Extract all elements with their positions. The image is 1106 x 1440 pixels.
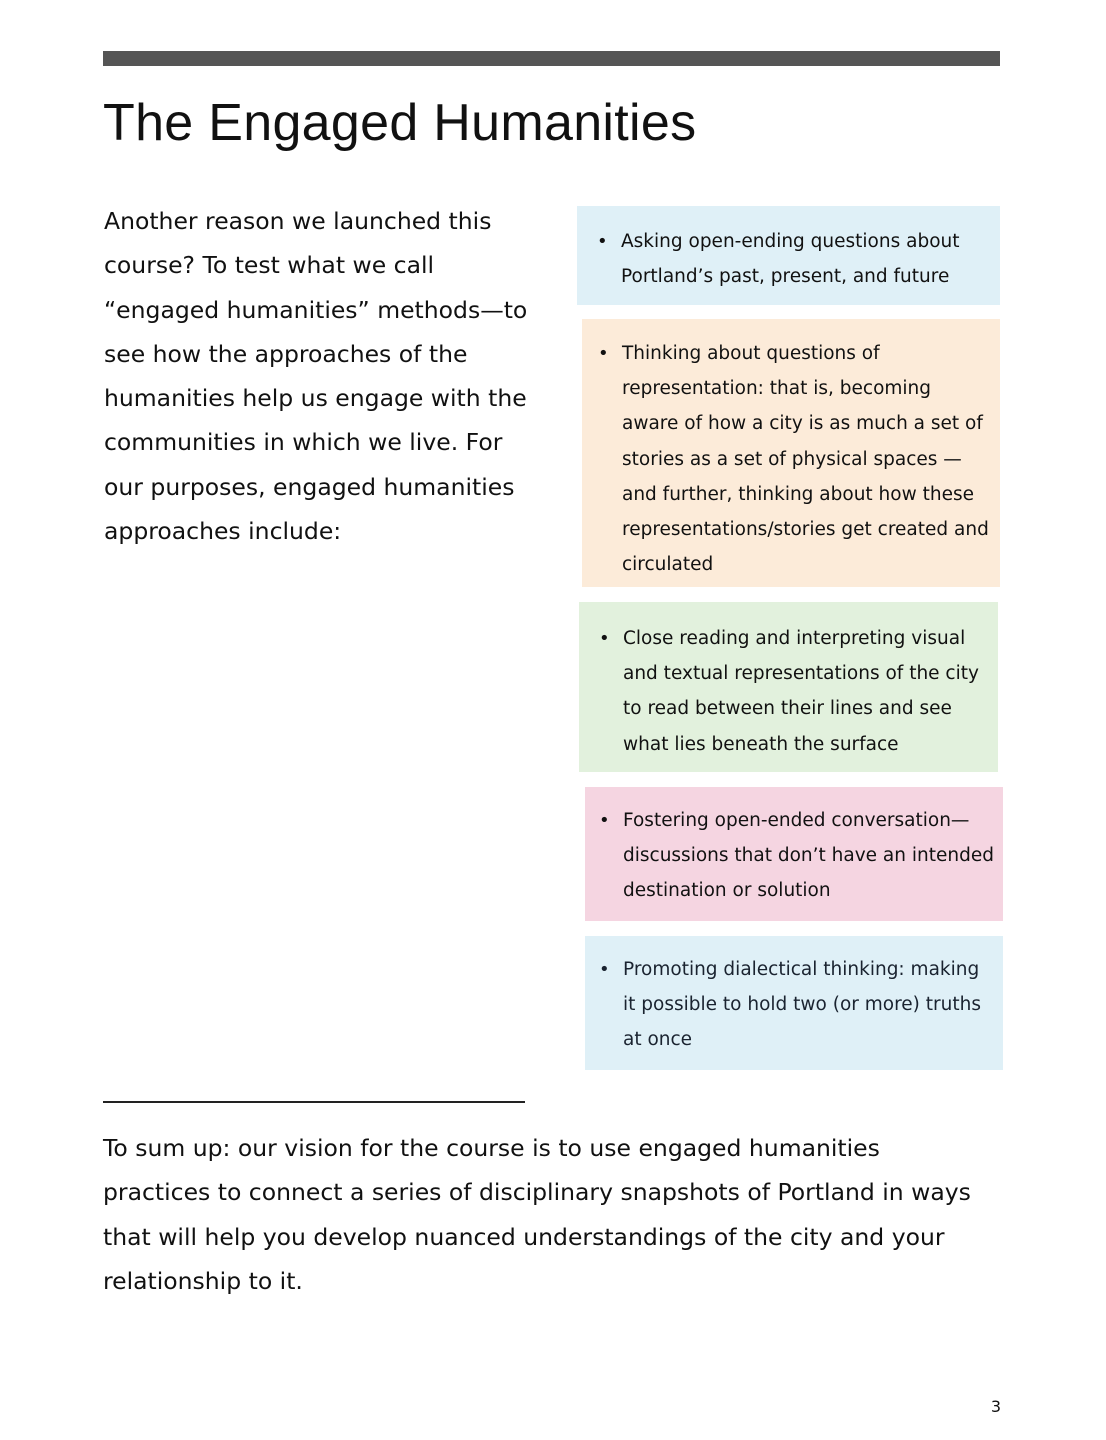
intro-paragraph: Another reason we launched this course? To test what we call “engaged humanities” methods—to see how the approaches of the humanities help us engage with the communities in which we live. For our purposes, engaged humanities approaches include: — [104, 207, 528, 546]
approach-list — [595, 224, 990, 294]
approach-item: • Fostering open-ended conversation— discussions that don’t have an intended destination or solution — [597, 803, 995, 909]
page-number: 3 — [990, 1397, 1001, 1416]
approach-box-representation — [582, 319, 1000, 587]
approach-item: • Asking open-ending questions about Portland’s past, present, and future — [595, 224, 990, 294]
approach-item: • Close reading and interpreting visual and textual representations of the city to read between their lines and see what lies beneath the surface — [597, 621, 990, 762]
approach-item: • Promoting dialectical thinking: making it possible to hold two (or more) truths at once — [597, 952, 995, 1058]
approach-box-dialectical — [585, 936, 1003, 1070]
approach-list — [597, 803, 995, 909]
approach-item: • Thinking about questions of representation: that is, becoming aware of how a city is as much a set of stories as a set of physical spaces —and further, thinking about how these representations/stories get created and circulated — [596, 336, 990, 582]
approach-list — [596, 336, 990, 582]
approach-box-open-questions — [577, 206, 1000, 305]
header-rule — [103, 51, 1000, 66]
approach-box-conversation — [585, 787, 1003, 921]
page-title: The Engaged Humanities — [103, 94, 697, 152]
approach-list — [597, 621, 990, 762]
approach-box-close-reading — [579, 602, 998, 772]
approach-list — [597, 952, 995, 1058]
section-divider — [103, 1101, 525, 1103]
summary-paragraph: To sum up: our vision for the course is to use engaged humanities practices to connect a series of disciplinary snapshots of Portland in ways that will help you develop nuanced understandings of the city and your relationship to it. — [103, 1134, 971, 1295]
